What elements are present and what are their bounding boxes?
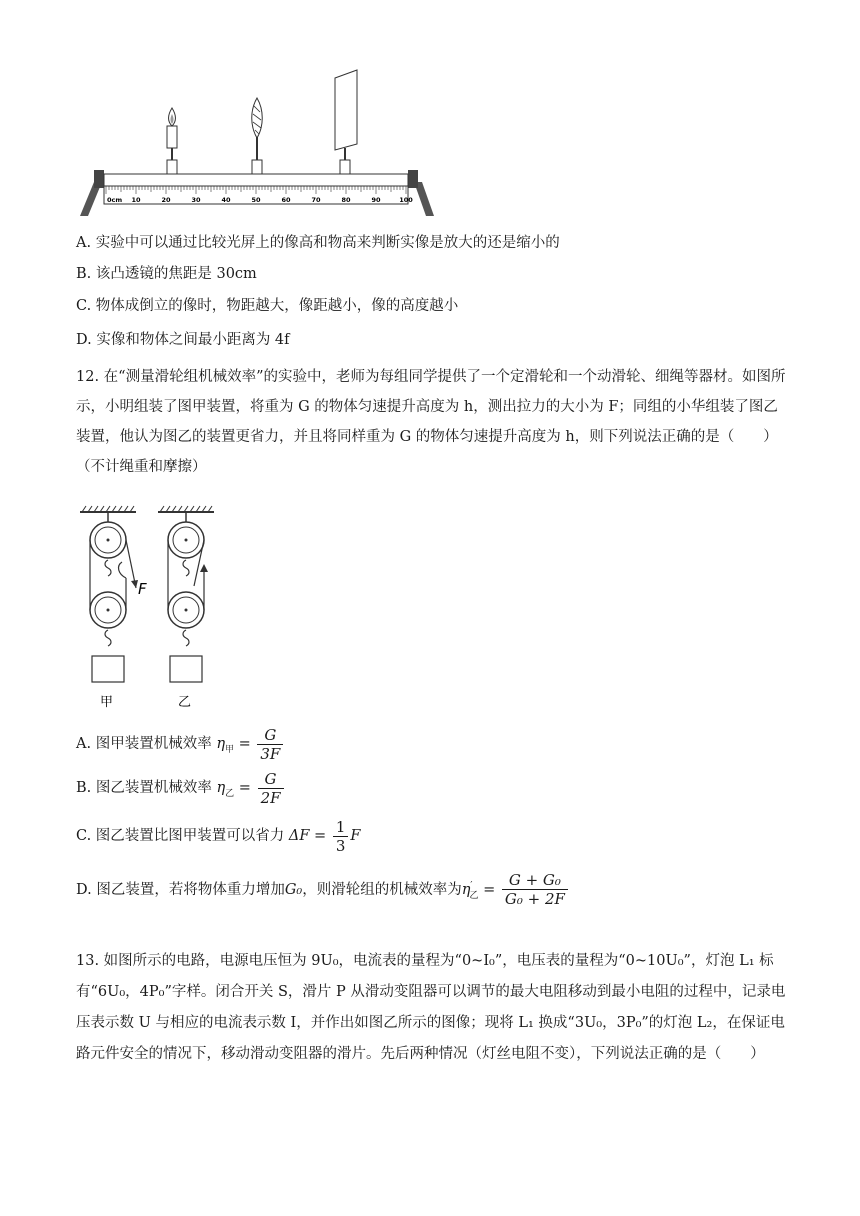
ruler-label: 100 (399, 196, 413, 204)
ruler-label: 90 (371, 196, 381, 204)
bench-left-cap (94, 170, 104, 188)
q13-stem: 13. 如图所示的电路，电源电压恒为 9U₀，电流表的量程为“0~I₀”，电压表的量程为“0~10U₀”，灯泡 L₁ 标有“6U₀，4P₀”字样。闭合开关 S，滑片 P 从滑动变阻器可以调节的最大电阻移动到最小电阻的过程中，记录电压表示数 U 与相应的电流表示数 I，并作出如图乙所示的图像；现将 L₁ 换成“3U₀，3P₀”的灯泡 L₂，在保证电路元件安全的情况下，移动滑动变阻器的滑片。先后两种情况（灯丝电阻不变），下列说法正确的是（ ） (76, 953, 786, 1062)
ruler-label: 80 (341, 196, 351, 204)
ruler-label: 20 (161, 196, 171, 204)
ruler-label: 40 (221, 196, 231, 204)
q12-option-c: C. 图乙装置比图甲装置可以省力 ΔF = $\frac{1}{3}$ F (76, 817, 361, 855)
ruler-label: 70 (311, 196, 321, 204)
q12-option-b: B. 图乙装置机械效率 $\eta_乙$ = $\frac{G}{2F}$ (76, 768, 286, 814)
pulley-system-yi (168, 512, 208, 710)
q12-option-d: D. 图乙装置，若将物体重力增加G₀，则滑轮组的机械效率为$\eta'_乙$ = $\frac{\text{G + G₀}}{\text{G₀ + 2F}}$ (76, 866, 570, 916)
weight-block-jia (92, 656, 124, 682)
ruler-label: 30 (191, 196, 201, 204)
pulley-system-jia (90, 512, 147, 710)
bench-right-cap (408, 170, 418, 188)
lens (252, 98, 263, 174)
ruler-label: 60 (281, 196, 291, 204)
ruler-label: 50 (251, 196, 261, 204)
q11-option-d: D. 实像和物体之间最小距离为 4f (76, 332, 290, 348)
optical-bench-figure (78, 64, 438, 222)
candle (167, 108, 177, 174)
label-yi: 乙 (178, 695, 192, 710)
q11-option-a: A. 实验中可以通过比较光屏上的像高和物高来判断实像是放大的还是缩小的 (76, 235, 560, 251)
pulley-figure (74, 502, 224, 712)
q11-option-c: C. 物体成倒立的像时，物距越大，像距越小，像的高度越小 (76, 298, 459, 314)
q11-option-b: B. 该凸透镜的焦距是 30cm (76, 266, 257, 282)
force-label: F (138, 580, 147, 598)
ceiling-right (158, 506, 214, 512)
q12-stem: 12. 在“测量滑轮组机械效率”的实验中，老师为每组同学提供了一个定滑轮和一个动滑轮、细绳等器材。如图所示，小明组装了图甲装置，将重为 G 的物体匀速提升高度为 h，测出拉力的大小为 F；同组的小华组装了图乙装置，他认为图乙的装置更省力，并且将同样重为 G 的物体匀速提升高度为 h，则下列说法正确的是（ ）（不计绳重和摩擦） (76, 369, 786, 475)
bench-rail (104, 174, 408, 186)
screen (335, 70, 357, 174)
weight-block-yi (170, 656, 202, 682)
ceiling-left (80, 506, 136, 512)
q12-option-a: A. 图甲装置机械效率 $\eta_甲$ = $\frac{G}{3F}$ (76, 724, 285, 770)
ruler-label: 0cm (107, 196, 123, 204)
label-jia: 甲 (100, 695, 114, 710)
ruler-label: 10 (131, 196, 141, 204)
